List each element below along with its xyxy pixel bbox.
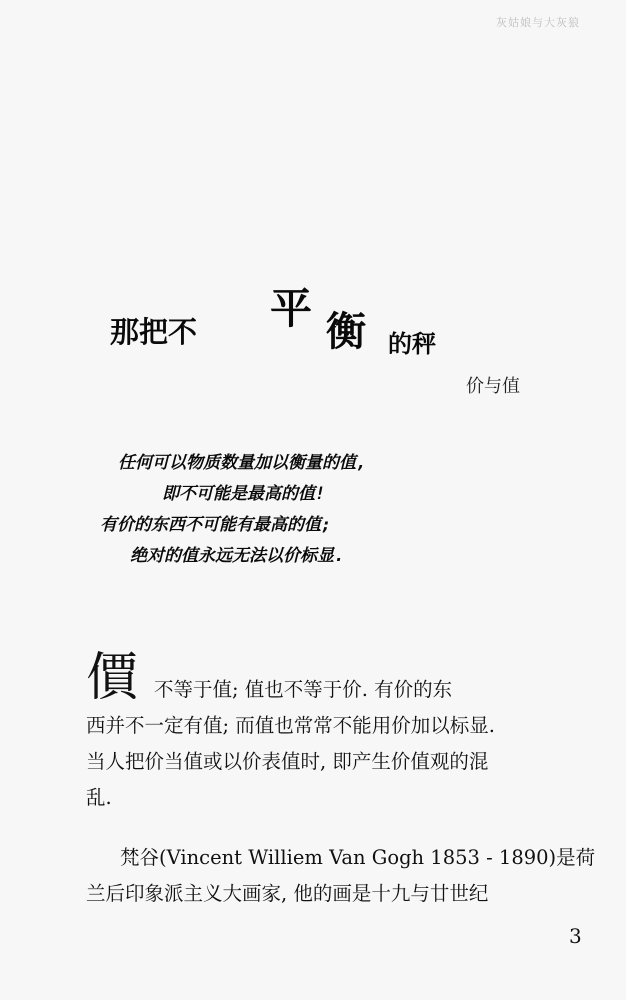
body-line: 梵谷(Vincent Williem Van Gogh 1853 - 1890)是荷 xyxy=(120,846,596,869)
title-part-3: 衡 xyxy=(326,309,366,355)
epigraph-line: 绝对的值永远无法以价标显. xyxy=(130,546,345,566)
body-line: 当人把价当值或以价表值时, 即产生价值观的混 xyxy=(86,750,489,773)
chapter-subtitle: 价与值 xyxy=(466,376,520,397)
epigraph-line: 即不可能是最高的值! xyxy=(162,484,326,504)
body-line: 兰后印象派主义大画家, 他的画是十九与廿世纪 xyxy=(86,882,489,905)
epigraph-line: 有价的东西不可能有最高的值; xyxy=(100,515,332,535)
chapter-title xyxy=(110,276,470,356)
epigraph-line: 任何可以物质数量加以衡量的值, xyxy=(118,453,367,473)
title-part-4: 的秤 xyxy=(388,330,436,358)
body-line: 不等于值; 值也不等于价. 有价的东 xyxy=(154,678,453,701)
body-line: 乱. xyxy=(86,786,112,809)
drop-cap: 價 xyxy=(86,648,139,708)
epigraph xyxy=(100,448,520,572)
body-text xyxy=(86,648,596,912)
body-line: 西并不一定有值; 而值也常常不能用价加以标显. xyxy=(86,714,495,737)
page-number: 3 xyxy=(569,924,582,948)
title-part-1: 那把不 xyxy=(110,315,198,349)
running-head: 灰姑娘与大灰狼 xyxy=(496,16,580,29)
title-part-2: 平 xyxy=(270,284,313,333)
